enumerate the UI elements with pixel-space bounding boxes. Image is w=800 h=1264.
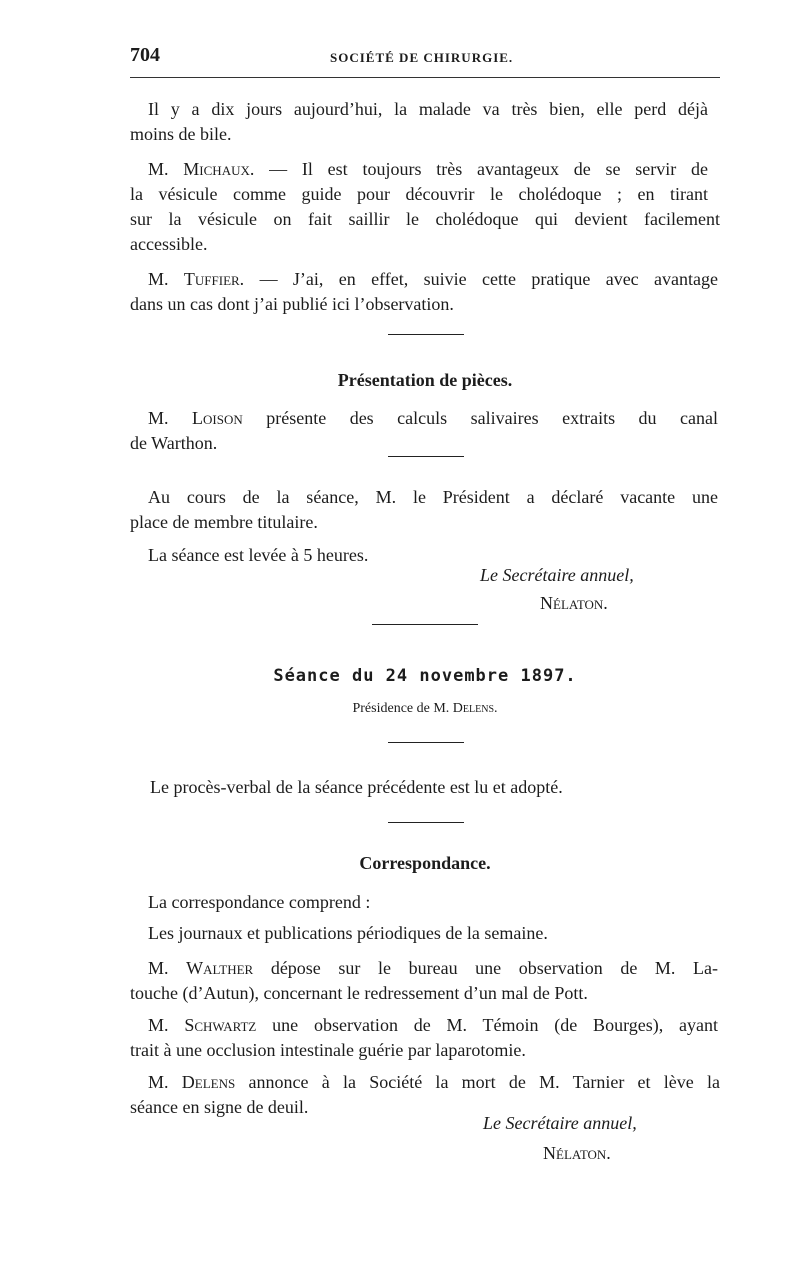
paragraph-line: dans un cas dont j’ai publié ici l’observation. — [130, 294, 454, 314]
schwartz-paragraph-line: M. Schwartz une observation de M. Témoin (de Bourges), ayant — [148, 1015, 718, 1035]
section-heading: Présentation de pièces. — [337, 370, 513, 390]
presidence-line: Présidence de M. Delens. — [352, 701, 498, 716]
running-title: SOCIÉTÉ DE CHIRURGIE. — [330, 50, 514, 65]
signature-title: Le Secrétaire annuel, — [483, 1113, 637, 1133]
section-divider — [388, 456, 464, 457]
session-title: Séance du 24 novembre 1897. — [273, 666, 577, 686]
paragraph-line: moins de bile. — [130, 124, 232, 144]
delens-paragraph-line: M. Delens annonce à la Société la mort de M. Tarnier et lève la — [148, 1072, 721, 1092]
paragraph-line: accessible. — [130, 234, 208, 254]
speaker-name: Tuffier. — [183, 269, 245, 289]
paragraph-line: touche (d’Autun), concernant le redressement d’un mal de Pott. — [130, 983, 588, 1003]
signature-name: Nélaton. — [543, 1143, 611, 1163]
section-divider — [388, 822, 464, 823]
speaker-name: Loison — [192, 408, 243, 428]
speaker-name: Schwartz — [184, 1015, 257, 1035]
president-name: Delens. — [452, 701, 498, 716]
paragraph-line: trait à une occlusion intestinale guérie par laparotomie. — [130, 1040, 526, 1060]
tuffier-paragraph-line: M. Tuffier. — J’ai, en effet, suivie cette pratique avec avantage — [148, 269, 718, 289]
paragraph-line: La correspondance comprend : — [148, 892, 371, 912]
paragraph-line: sur la vésicule on fait saillir le cholédoque qui devient facilement — [130, 209, 720, 229]
speaker-name: Michaux. — [183, 159, 255, 179]
loison-paragraph-line: M. Loison présente des calculs salivaires extraits du canal — [148, 408, 719, 428]
paragraph-line: Il y a dix jours aujourd’hui, la malade va très bien, elle perd déjà — [148, 99, 708, 119]
michaux-paragraph-line: M. Michaux. — Il est toujours très avantageux de se servir de — [148, 159, 709, 179]
paragraph-line: séance en signe de deuil. — [130, 1097, 309, 1117]
section-divider — [372, 624, 478, 625]
header-rule — [130, 77, 720, 78]
paragraph-line: La séance est levée à 5 heures. — [148, 545, 369, 565]
section-divider — [388, 334, 464, 335]
paragraph-line: de Warthon. — [130, 433, 218, 453]
paragraph-line: Au cours de la séance, M. le Président a déclaré vacante une — [148, 487, 718, 507]
speaker-name: Walther — [186, 958, 254, 978]
speaker-name: Delens — [181, 1072, 236, 1092]
paragraph-line: place de membre titulaire. — [130, 512, 318, 532]
walther-paragraph-line: M. Walther dépose sur le bureau une observation de M. La- — [148, 958, 719, 978]
paragraph-line: la vésicule comme guide pour découvrir le cholédoque ; en tirant — [130, 184, 708, 204]
signature-title: Le Secrétaire annuel, — [480, 565, 634, 585]
section-divider — [388, 742, 464, 743]
signature-name: Nélaton. — [540, 593, 608, 613]
paragraph-line: Les journaux et publications périodiques de la semaine. — [148, 923, 548, 943]
section-heading: Correspondance. — [359, 853, 491, 873]
paragraph-line: Le procès-verbal de la séance précédente est lu et adopté. — [150, 777, 563, 797]
page-number: 704 — [130, 44, 160, 66]
